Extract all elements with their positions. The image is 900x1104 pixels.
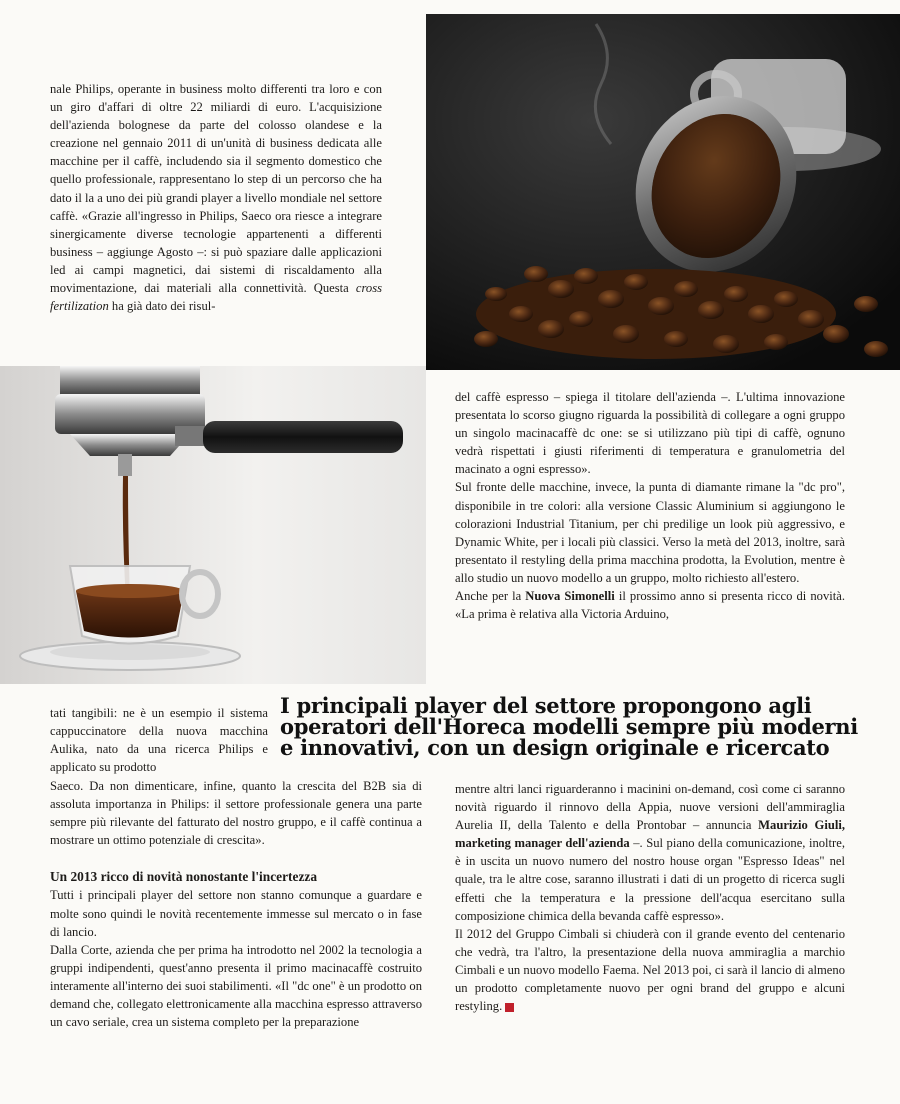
coffee-beans-illustration [426,14,900,370]
end-of-article-mark [505,1003,514,1012]
paragraph: Saeco. Da non dimenticare, infine, quanto la crescita del B2B sia di assoluta importanza in Philips: il settore professionale genera una parte sempre più rilevante del fatturato del nostro gruppo, e il caffè continua a mostrare un ottimo potenziale di crescita». [50,779,422,848]
paragraph: Dalla Corte, azienda che per prima ha introdotto nel 2002 la tecnologia a gruppi indipendenti, quest'anno presenta il primo macinacaffè costruito interamente all'interno dei suoi stabilimenti. «Il "dc one" è un prodotto on demand che, collegato elettronicamente alla macchina espresso attraverso un cavo seriale, crea un sistema completo per la preparazione [50,942,422,1030]
article-column-top-left [50,80,382,315]
paragraph: Tutti i principali player del settore non stanno comunque a guardare e molte sono quindi le novità recentemente immesse sul mercato o in fase di lancio. [50,888,422,939]
pull-quote: I principali player del settore propongono agli operatori dell'Horeca modelli sempre più moderni e innovativi, con un design originale e ricercato [280,693,858,760]
article-column-right-middle [455,388,845,623]
paragraph: Il 2012 del Gruppo Cimbali si chiuderà con il grande evento del centenario che vedrà, tra l'altro, la presentazione della nuova ammiraglia a marchio Cimbali e un nuovo modello Faema. Nel 2013 poi, ci sarà il lancio di almeno un prodotto completamente nuovo per ogni brand del gruppo e alcuni restyling. [455,926,845,1014]
article-column-left-short: tati tangibili: ne è un esempio il sistema cappuccinatore della nuova macchina Aulika, nato da una ricerca Philips e applicato su prodotto [50,706,268,775]
company-name: Nuova Simonelli [525,589,615,604]
espresso-pour-illustration [0,366,426,684]
article-column-bottom-right [455,780,845,1015]
section-subheading: Un 2013 ricco di novità nonostante l'incertezza [50,869,318,885]
paragraph: Anche per la Nuova Simonelli il prossimo anno si presenta ricco di novità. «La prima è relativa alla Victoria Arduino, [455,589,845,622]
paragraph: del caffè espresso – spiega il titolare dell'azienda –. L'ultima innovazione presentata lo scorso giugno riguarda la possibilità di collegare a ogni gruppo un singolo macinacaffè dc one: se si utilizzano più tipi di caffè, ognuno vedrà rispettati i giusti riferimenti di temperatura e granulometria del macinato a ogni espresso». [455,390,845,477]
italic-term: cross fertilization [50,281,382,314]
coffee-beans-photo [426,14,900,370]
paragraph: mentre altri lanci riguarderanno i macinini on-demand, così come ci saranno novità riguardo il rinnovo della Appia, nuove versioni dell'ammiraglia Aurelia II, della Talento e della Prontobar – annuncia Maurizio Giuli, marketing manager dell'azienda –. Sul piano della comunicazione, inoltre, è in uscita un nuovo numero del nostro house organ "Espresso Ideas" nel quale, tra le altre cose, saranno illustrati i dati di un progetto di ricerca sugli effetti che la temperatura e la pressione dell'acqua esercitano sulla composizione chimica della bevanda caffè espresso». [455,782,845,923]
paragraph: Sul fronte delle macchine, invece, la punta di diamante rimane la "dc pro", disponibile in tre colori: alla versione Classic Aluminium si aggiungono le colorazioni Industrial Titanium, per chi predilige un look più aggressivo, e Dynamic White, per i locali più classici. Verso la metà del 2013, inoltre, sarà presentato il restyling della prima macchina prodotta, la Evolution, mentre è allo studio un nuovo modello a un gruppo, molto richiesto all'estero. [455,480,845,585]
paragraph-text: nale Philips, operante in business molto differenti tra loro e con un giro d'affari di oltre 22 miliardi di euro. L'acquisizione dell'azienda bolognese da parte del colosso olandese e la creazione nel gennaio 2011 di un'unità di business dedicata alle macchine per il caffè, includendo sia il segmento domestico che quello professionale, rappresentano lo step di un percorso che ha dato il la a uno dei più grandi player a livello mondiale nel settore caffè. «Grazie all'ingresso in Philips, Saeco ora riesce a integrare sinergicamente diverse tecnologie appartenenti a differenti business – aggiunge Agosto –: si può spaziare dalle applicazioni led ai campi magnetici, dai sistemi di riscaldamento alla movimentazione, dai materiali alla connettività. Questa [50,82,382,296]
espresso-machine-photo [0,366,426,684]
paragraph-text: ha già dato dei risul- [108,299,216,314]
article-column-bottom-left [50,777,422,1031]
person-name: Maurizio Giuli, marketing manager dell'azienda [455,818,845,851]
